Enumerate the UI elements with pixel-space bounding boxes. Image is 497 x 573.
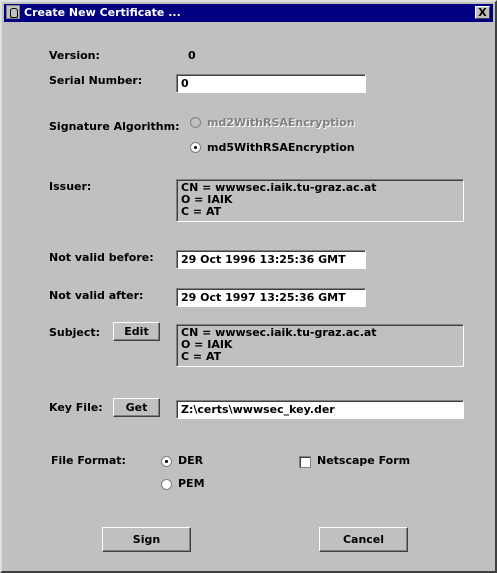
issuer-line: CN = wwwsec.iaik.tu-graz.ac.at xyxy=(181,181,377,194)
edit-button[interactable]: Edit xyxy=(113,322,160,341)
file-format-label: File Format: xyxy=(51,454,126,467)
radio-pem[interactable] xyxy=(161,479,172,490)
get-button[interactable]: Get xyxy=(113,398,160,417)
radio-der-label: DER xyxy=(178,454,204,467)
close-button[interactable]: X xyxy=(475,6,490,19)
radio-pem-label: PEM xyxy=(178,477,205,490)
subject-line: O = IAIK xyxy=(181,338,233,351)
radio-md2[interactable] xyxy=(190,117,201,128)
not-valid-after-input[interactable]: 29 Oct 1997 13:25:36 GMT xyxy=(176,288,366,307)
subject-box xyxy=(176,324,464,367)
app-icon xyxy=(6,5,20,19)
radio-md2-label: md2WithRSAEncryption xyxy=(207,116,355,129)
cancel-button[interactable]: Cancel xyxy=(319,527,408,552)
key-file-label: Key File: xyxy=(49,401,103,414)
issuer-line: C = AT xyxy=(181,205,222,218)
version-value: 0 xyxy=(188,49,196,62)
not-valid-before-label: Not valid before: xyxy=(49,251,154,264)
title-bar xyxy=(4,4,493,22)
sign-button[interactable]: Sign xyxy=(102,527,191,552)
issuer-box xyxy=(176,179,464,222)
radio-der[interactable] xyxy=(161,456,172,467)
netscape-form-checkbox[interactable] xyxy=(299,456,311,468)
radio-md5-label: md5WithRSAEncryption xyxy=(207,141,355,154)
window-title: Create New Certificate ... xyxy=(24,6,181,19)
radio-md5[interactable] xyxy=(190,142,201,153)
signature-algorithm-label: Signature Algorithm: xyxy=(49,120,180,133)
subject-line: C = AT xyxy=(181,350,222,363)
not-valid-before-input[interactable]: 29 Oct 1996 13:25:36 GMT xyxy=(176,250,366,269)
subject-label: Subject: xyxy=(49,326,101,339)
subject-line: CN = wwwsec.iaik.tu-graz.ac.at xyxy=(181,326,377,339)
key-file-input[interactable]: Z:\certs\wwwsec_key.der xyxy=(176,400,464,419)
serial-number-label: Serial Number: xyxy=(49,74,143,87)
issuer-label: Issuer: xyxy=(49,180,92,193)
not-valid-after-label: Not valid after: xyxy=(49,289,144,302)
issuer-line: O = IAIK xyxy=(181,193,233,206)
serial-number-input[interactable]: 0 xyxy=(176,74,366,93)
version-label: Version: xyxy=(49,49,100,62)
netscape-form-label: Netscape Form xyxy=(317,454,411,467)
